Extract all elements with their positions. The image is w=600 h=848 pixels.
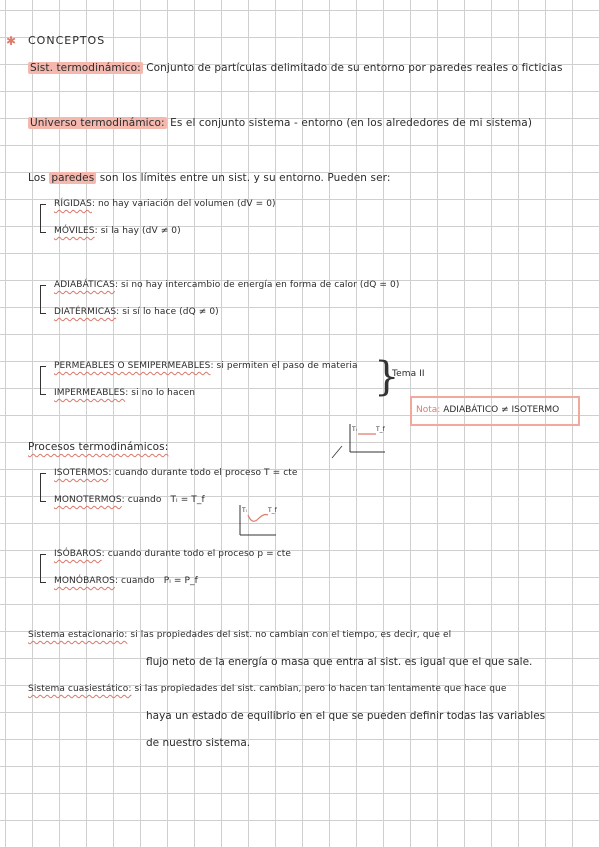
estacionario-line2: flujo neto de la energía o masa que entra al sist. es igual que el que sale. — [146, 656, 533, 668]
item-monotermos — [54, 493, 205, 507]
cuasiestatico-line2: haya un estado de equilibrio en el que se pueden definir todas las variables — [146, 710, 546, 722]
moviles-text: : si la hay (dV ≠ 0) — [94, 226, 181, 236]
monotermo-plot — [236, 503, 280, 537]
asterisk-icon: ✱ — [6, 34, 17, 48]
def-universo-term: Universo termodinámico: — [30, 117, 165, 129]
paredes-text: son los límites entre un sist. y su entorno. Pueden ser: — [99, 172, 391, 184]
monobaros-eq: Pᵢ = P_f — [163, 576, 198, 586]
paredes-pre: Los — [28, 172, 46, 184]
def-universo — [28, 116, 532, 130]
cuasiestatico-line3: de nuestro sistema. — [146, 737, 251, 749]
permeables-term: PERMEABLES O SEMIPERMEABLES — [54, 361, 211, 371]
item-diatermicas — [54, 305, 219, 319]
diatermicas-text: : si sí lo hace (dQ ≠ 0) — [116, 307, 219, 317]
curly-brace-icon: } — [374, 354, 400, 400]
item-monobaros — [54, 574, 198, 588]
estacionario-term: Sistema estacionario: — [28, 630, 128, 640]
monotermos-eq: Tᵢ = T_f — [170, 495, 205, 505]
diatermicas-term: DIATÉRMICAS — [54, 307, 117, 317]
plot2-t1: Tᵢ — [242, 507, 247, 514]
item-moviles — [54, 224, 181, 238]
def-sistema-text: Conjunto de partículas delimitado de su entorno por paredes reales o ficticias — [146, 62, 563, 74]
isotermos-term: ISOTERMOS — [54, 468, 109, 478]
bracket-isotermos — [40, 473, 46, 502]
monotermos-text: : cuando — [121, 495, 162, 505]
def-cuasiestatico — [28, 682, 507, 696]
item-isotermos — [54, 466, 298, 480]
plot2-t2: T_f — [268, 507, 277, 514]
def-universo-text: Es el conjunto sistema - entorno (en los alrededores de mi sistema) — [170, 117, 533, 129]
bracket-isobaros — [40, 554, 46, 583]
page-title: CONCEPTOS — [28, 34, 106, 47]
def-sistema-term: Sist. termodinámico: — [30, 62, 141, 74]
item-impermeables — [54, 386, 195, 400]
def-sistema — [28, 61, 563, 75]
bracket-adiabaticas — [40, 285, 46, 314]
adiabaticas-text: : si no hay intercambio de energía en forma de calor (dQ = 0) — [114, 280, 400, 290]
bracket-rigidas — [40, 204, 46, 233]
item-permeables — [54, 359, 358, 373]
note-label: Nota: — [416, 405, 441, 415]
impermeables-term: IMPERMEABLES — [54, 388, 126, 398]
def-estacionario — [28, 628, 451, 642]
procesos-term: Procesos termodinámicos: — [28, 441, 169, 453]
adiabaticas-term: ADIABÁTICAS — [54, 280, 115, 290]
item-adiabaticas — [54, 278, 399, 292]
procesos-heading — [28, 440, 168, 454]
note-text: ADIABÁTICO ≠ ISOTERMO — [443, 405, 560, 415]
cuasiestatico-line1: si las propiedades del sist. cambian, pero lo hacen tan lentamente que hace que — [134, 684, 507, 694]
isotermos-text: : cuando durante todo el proceso T = cte — [108, 468, 298, 478]
item-rigidas — [54, 197, 276, 211]
monotermos-term: MONOTERMOS — [54, 495, 122, 505]
plot1-t2: T_f — [376, 426, 385, 433]
estacionario-line1: si las propiedades del sist. no cambian con el tiempo, es decir, que el — [130, 630, 452, 640]
moviles-term: MÓVILES — [54, 226, 95, 236]
cuasiestatico-term: Sistema cuasiestático: — [28, 684, 132, 694]
rigidas-text: : no hay variación del volumen (dV = 0) — [91, 199, 276, 209]
paredes-term: paredes — [51, 172, 95, 184]
isobaros-term: ISÓBAROS — [54, 549, 102, 559]
isotermo-plot — [330, 420, 390, 460]
bracket-permeables — [40, 366, 46, 395]
monobaros-text: : cuando — [114, 576, 155, 586]
monobaros-term: MONÓBAROS — [54, 576, 115, 586]
paredes-intro — [28, 171, 391, 185]
permeables-text: : si permiten el paso de materia — [210, 361, 358, 371]
plot1-t1: Tᵢ — [352, 426, 357, 433]
impermeables-text: : si no lo hacen — [125, 388, 196, 398]
note-box — [410, 396, 580, 426]
tema-label: Tema II — [392, 369, 425, 379]
rigidas-term: RÍGIDAS — [54, 199, 92, 209]
isobaros-text: : cuando durante todo el proceso p = cte — [101, 549, 292, 559]
item-isobaros — [54, 547, 291, 561]
